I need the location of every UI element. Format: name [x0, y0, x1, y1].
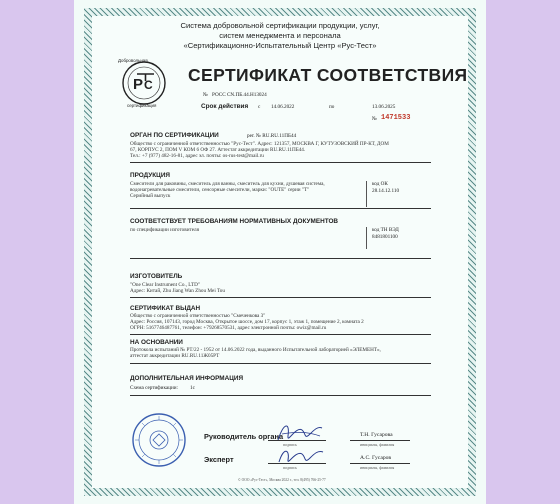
divider: [130, 363, 431, 364]
head-name: Т.Н. Гусарова: [360, 432, 393, 438]
registration-label: №: [203, 92, 208, 98]
certificate-title: СЕРТИФИКАТ СООТВЕТСТВИЯ: [188, 65, 468, 85]
validity-to-label: по: [329, 104, 335, 110]
tnved-code-label: код ТН ВЭД: [372, 227, 399, 233]
extra-title: ДОПОЛНИТЕЛЬНАЯ ИНФОРМАЦИЯ: [130, 375, 244, 382]
cert-body-line-1: Общество с ограниченной ответственностью "Рус-Тест". Адрес: 121357, МОСКВА Г, КУТУЗОВСКИЙ ПР-КТ, ДОМ: [130, 141, 389, 147]
header-line-1: Система добровольной сертификации продукции, услуг,: [180, 21, 380, 30]
official-stamp: [131, 412, 187, 468]
expert-caption-sign: подпись: [283, 465, 297, 470]
product-code-label: код ОК: [372, 181, 388, 187]
issued-line-3: ОГРН: 5167746487761, телефон: +79268570531, адрес электронной почты: owiz@mail.ru: [130, 325, 327, 331]
expert-name: А.С. Гусаров: [360, 455, 392, 461]
head-caption-name: инициалы, фамилия: [360, 442, 395, 447]
scheme-label: Схема сертификации:: [130, 385, 178, 391]
basis-line-1: Протокола испытаний № РТ/22 - 1952 от 14.06.2022 года, выданного Испытательной лабораторией «ЭЛЕМЕНТ»,: [130, 347, 381, 353]
cert-body-line-3: Тел.: +7 (977) 482-16-81, адрес эл. почты: os-rus-test@mail.ru: [130, 153, 264, 159]
code-divider: [366, 181, 367, 207]
validity-label: Срок действия: [201, 103, 249, 110]
validity-from: 14.06.2022: [271, 104, 295, 110]
manufacturer-title: ИЗГОТОВИТЕЛЬ: [130, 273, 183, 280]
manufacturer-line-1: "One Clear Instrument Co., LTD": [130, 282, 201, 288]
logo-top-text: Добровольная: [118, 58, 148, 63]
serial-label: №: [372, 116, 377, 122]
product-line-1: Смесители для раковины, смеситель для ванны, смеситель для кухни, душевая система,: [130, 181, 325, 187]
basis-line-2: аттестат аккредитации RU.RU.11Ж05РТ: [130, 353, 220, 359]
serial-number: 1471533: [381, 114, 411, 122]
divider: [130, 297, 431, 298]
product-line-2: водонагревательные смесители, сенсорные смесители, марки: "OUTE" серии "T": [130, 187, 310, 193]
registration-number: РОСС CN.ПБ.44.Н13024: [212, 92, 267, 98]
product-line-3: Серийный выпуск: [130, 193, 171, 199]
rostest-logo: [121, 60, 167, 106]
issued-line-1: Общество с ограниченной ответственностью "Смеченкова 3": [130, 313, 266, 319]
conformity-text: по спецификации изготовителя: [130, 227, 200, 233]
product-code: 28.14.12.110: [372, 188, 400, 194]
cert-body-title: ОРГАН ПО СЕРТИФИКАЦИИ: [130, 132, 219, 139]
cert-body-reg: рег. № RU.RU.11ПБ44: [247, 133, 297, 139]
head-label: Руководитель органа: [204, 432, 284, 441]
issued-line-2: Адрес: Россия, 107143, город Москва, Открытое шоссе, дом 17, корпус 1, этаж 1, помещение 2, комната 2: [130, 319, 364, 325]
divider: [130, 208, 431, 209]
head-caption-sign: подпись: [283, 442, 297, 447]
svg-text:С: С: [144, 78, 153, 92]
divider: [130, 258, 431, 259]
scheme-value: 1с: [190, 385, 195, 391]
divider: [130, 162, 431, 163]
cert-body-line-2: 67, КОРПУС 2, ПОМ V КОМ 6 ОФ 27. Аттестат аккредитации RU.RU.11ПБ44.: [130, 147, 306, 153]
issued-title: СЕРТИФИКАТ ВЫДАН: [130, 305, 201, 312]
header-line-3: «Сертификационно-Испытательный Центр «Рус-Тест»: [183, 41, 377, 50]
name-line: [350, 440, 410, 441]
code-divider: [366, 227, 367, 249]
validity-to: 13.06.2025: [372, 104, 396, 110]
footer-note: © ООО «Рус-Тест», Москва 2022 г., тел. 8(495) 766-25-77: [238, 478, 326, 482]
expert-caption-name: инициалы, фамилия: [360, 465, 395, 470]
left-background: [0, 0, 74, 504]
basis-title: НА ОСНОВАНИИ: [130, 339, 183, 346]
tnved-code: 8481801100: [372, 234, 398, 240]
validity-from-label: с: [258, 104, 261, 110]
manufacturer-line-2: Адрес: Китай, Zhu Jiang Wan Zhou Mei Tou: [130, 288, 225, 294]
expert-label: Эксперт: [204, 455, 234, 464]
conformity-title: СООТВЕТСТВУЕТ ТРЕБОВАНИЯМ НОРМАТИВНЫХ ДОКУМЕНТОВ: [130, 218, 339, 225]
logo-bottom-text: сертификация: [127, 103, 157, 108]
header-line-2: систем менеджмента и персонала: [219, 31, 341, 40]
name-line: [350, 463, 410, 464]
divider: [130, 395, 431, 396]
divider: [130, 334, 431, 335]
right-background: [486, 0, 560, 504]
svg-text:Р: Р: [133, 76, 144, 93]
product-title: ПРОДУКЦИЯ: [130, 172, 171, 179]
